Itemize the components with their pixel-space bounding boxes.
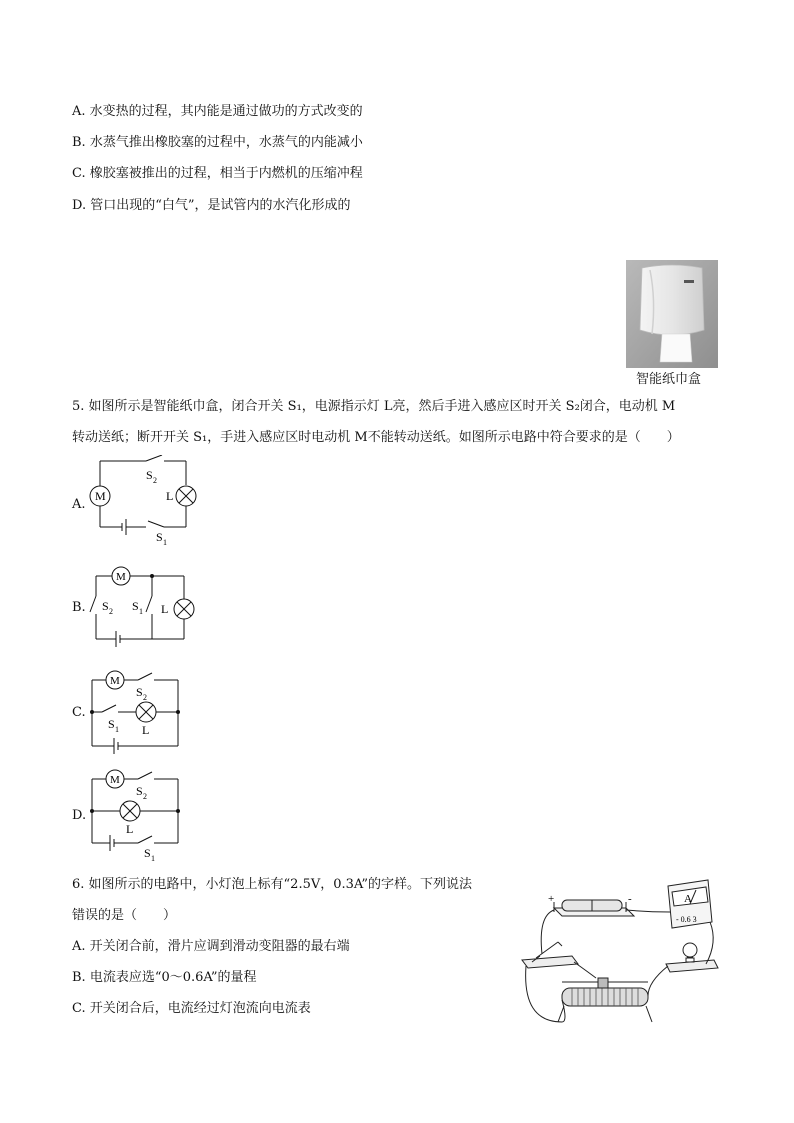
q4-option-b: B. 水蒸气推出橡胶塞的过程中，水蒸气的内能减小 bbox=[72, 135, 363, 150]
motor-symbol: M bbox=[110, 774, 120, 786]
q6-option-b: B. 电流表应选“0～0.6A”的量程 bbox=[72, 970, 257, 985]
s2-subscript: 2 bbox=[109, 607, 113, 616]
q5-stem-line2: 转动送纸；断开开关 S₁，手进入感应区时电动机 M不能转动送纸。如图所示电路中符合要求的是（ ） bbox=[72, 430, 680, 445]
q6-stem-line2: 错误的是（ ） bbox=[72, 908, 177, 923]
circuit-d-diagram bbox=[86, 767, 206, 864]
s2-subscript: 2 bbox=[143, 693, 147, 702]
figure-caption: 智能纸巾盒 bbox=[636, 372, 702, 387]
battery-plus: + bbox=[548, 893, 555, 905]
option-b-label: B. bbox=[72, 600, 86, 615]
circuit-b-diagram bbox=[86, 562, 206, 657]
lamp-symbol: L bbox=[142, 723, 150, 737]
s1-symbol: S bbox=[156, 530, 163, 544]
s1-subscript: 1 bbox=[139, 607, 143, 616]
q6-circuit-illustration bbox=[518, 872, 724, 1034]
ammeter-label: A bbox=[684, 893, 692, 905]
knife-switch-icon bbox=[522, 956, 578, 968]
q4-option-c: C. 橡胶塞被推出的过程，相当于内燃机的压缩冲程 bbox=[72, 166, 363, 181]
s2-symbol: S bbox=[136, 685, 143, 699]
s1-symbol: S bbox=[108, 717, 115, 731]
q6-option-c: C. 开关闭合后，电流经过灯泡流向电流表 bbox=[72, 1001, 311, 1016]
circuit-a-diagram bbox=[86, 455, 206, 550]
ammeter-scale: - 0.6 3 bbox=[676, 915, 697, 924]
q4-option-d: D. 管口出现的“白气”，是试管内的水汽化形成的 bbox=[72, 198, 351, 213]
s2-symbol: S bbox=[146, 468, 153, 482]
s1-symbol: S bbox=[132, 599, 139, 613]
lamp-symbol: L bbox=[166, 489, 174, 503]
bulb-icon bbox=[683, 943, 697, 957]
s2-subscript: 2 bbox=[153, 476, 157, 485]
tissue-box-photo bbox=[626, 260, 718, 368]
s2-symbol: S bbox=[136, 784, 143, 798]
rheostat-icon bbox=[562, 988, 648, 1006]
option-d-label: D. bbox=[72, 808, 87, 823]
s1-subscript: 1 bbox=[151, 854, 155, 863]
motor-symbol: M bbox=[95, 489, 106, 503]
battery-minus: - bbox=[628, 893, 632, 905]
s1-subscript: 1 bbox=[115, 725, 119, 734]
q6-stem-line1: 6. 如图所示的电路中，小灯泡上标有“2.5V，0.3A”的字样。下列说法 bbox=[72, 877, 473, 892]
q6-option-a: A. 开关闭合前，滑片应调到滑动变阻器的最右端 bbox=[72, 939, 350, 954]
option-c-label: C. bbox=[72, 705, 86, 720]
q5-stem-line1: 5. 如图所示是智能纸巾盒，闭合开关 S₁，电源指示灯 L亮，然后手进入感应区时开关 S₂闭合，电动机 M bbox=[72, 399, 676, 414]
s1-symbol: S bbox=[144, 846, 151, 860]
lamp-symbol: L bbox=[126, 822, 134, 836]
q4-option-a: A. 水变热的过程，其内能是通过做功的方式改变的 bbox=[72, 104, 363, 119]
s2-symbol: S bbox=[102, 599, 109, 613]
motor-symbol: M bbox=[116, 571, 126, 583]
s1-subscript: 1 bbox=[163, 538, 167, 547]
lamp-symbol: L bbox=[161, 602, 169, 616]
s2-subscript: 2 bbox=[143, 792, 147, 801]
option-a-label: A. bbox=[72, 497, 86, 512]
motor-symbol: M bbox=[110, 675, 120, 687]
circuit-c-diagram bbox=[86, 668, 206, 760]
